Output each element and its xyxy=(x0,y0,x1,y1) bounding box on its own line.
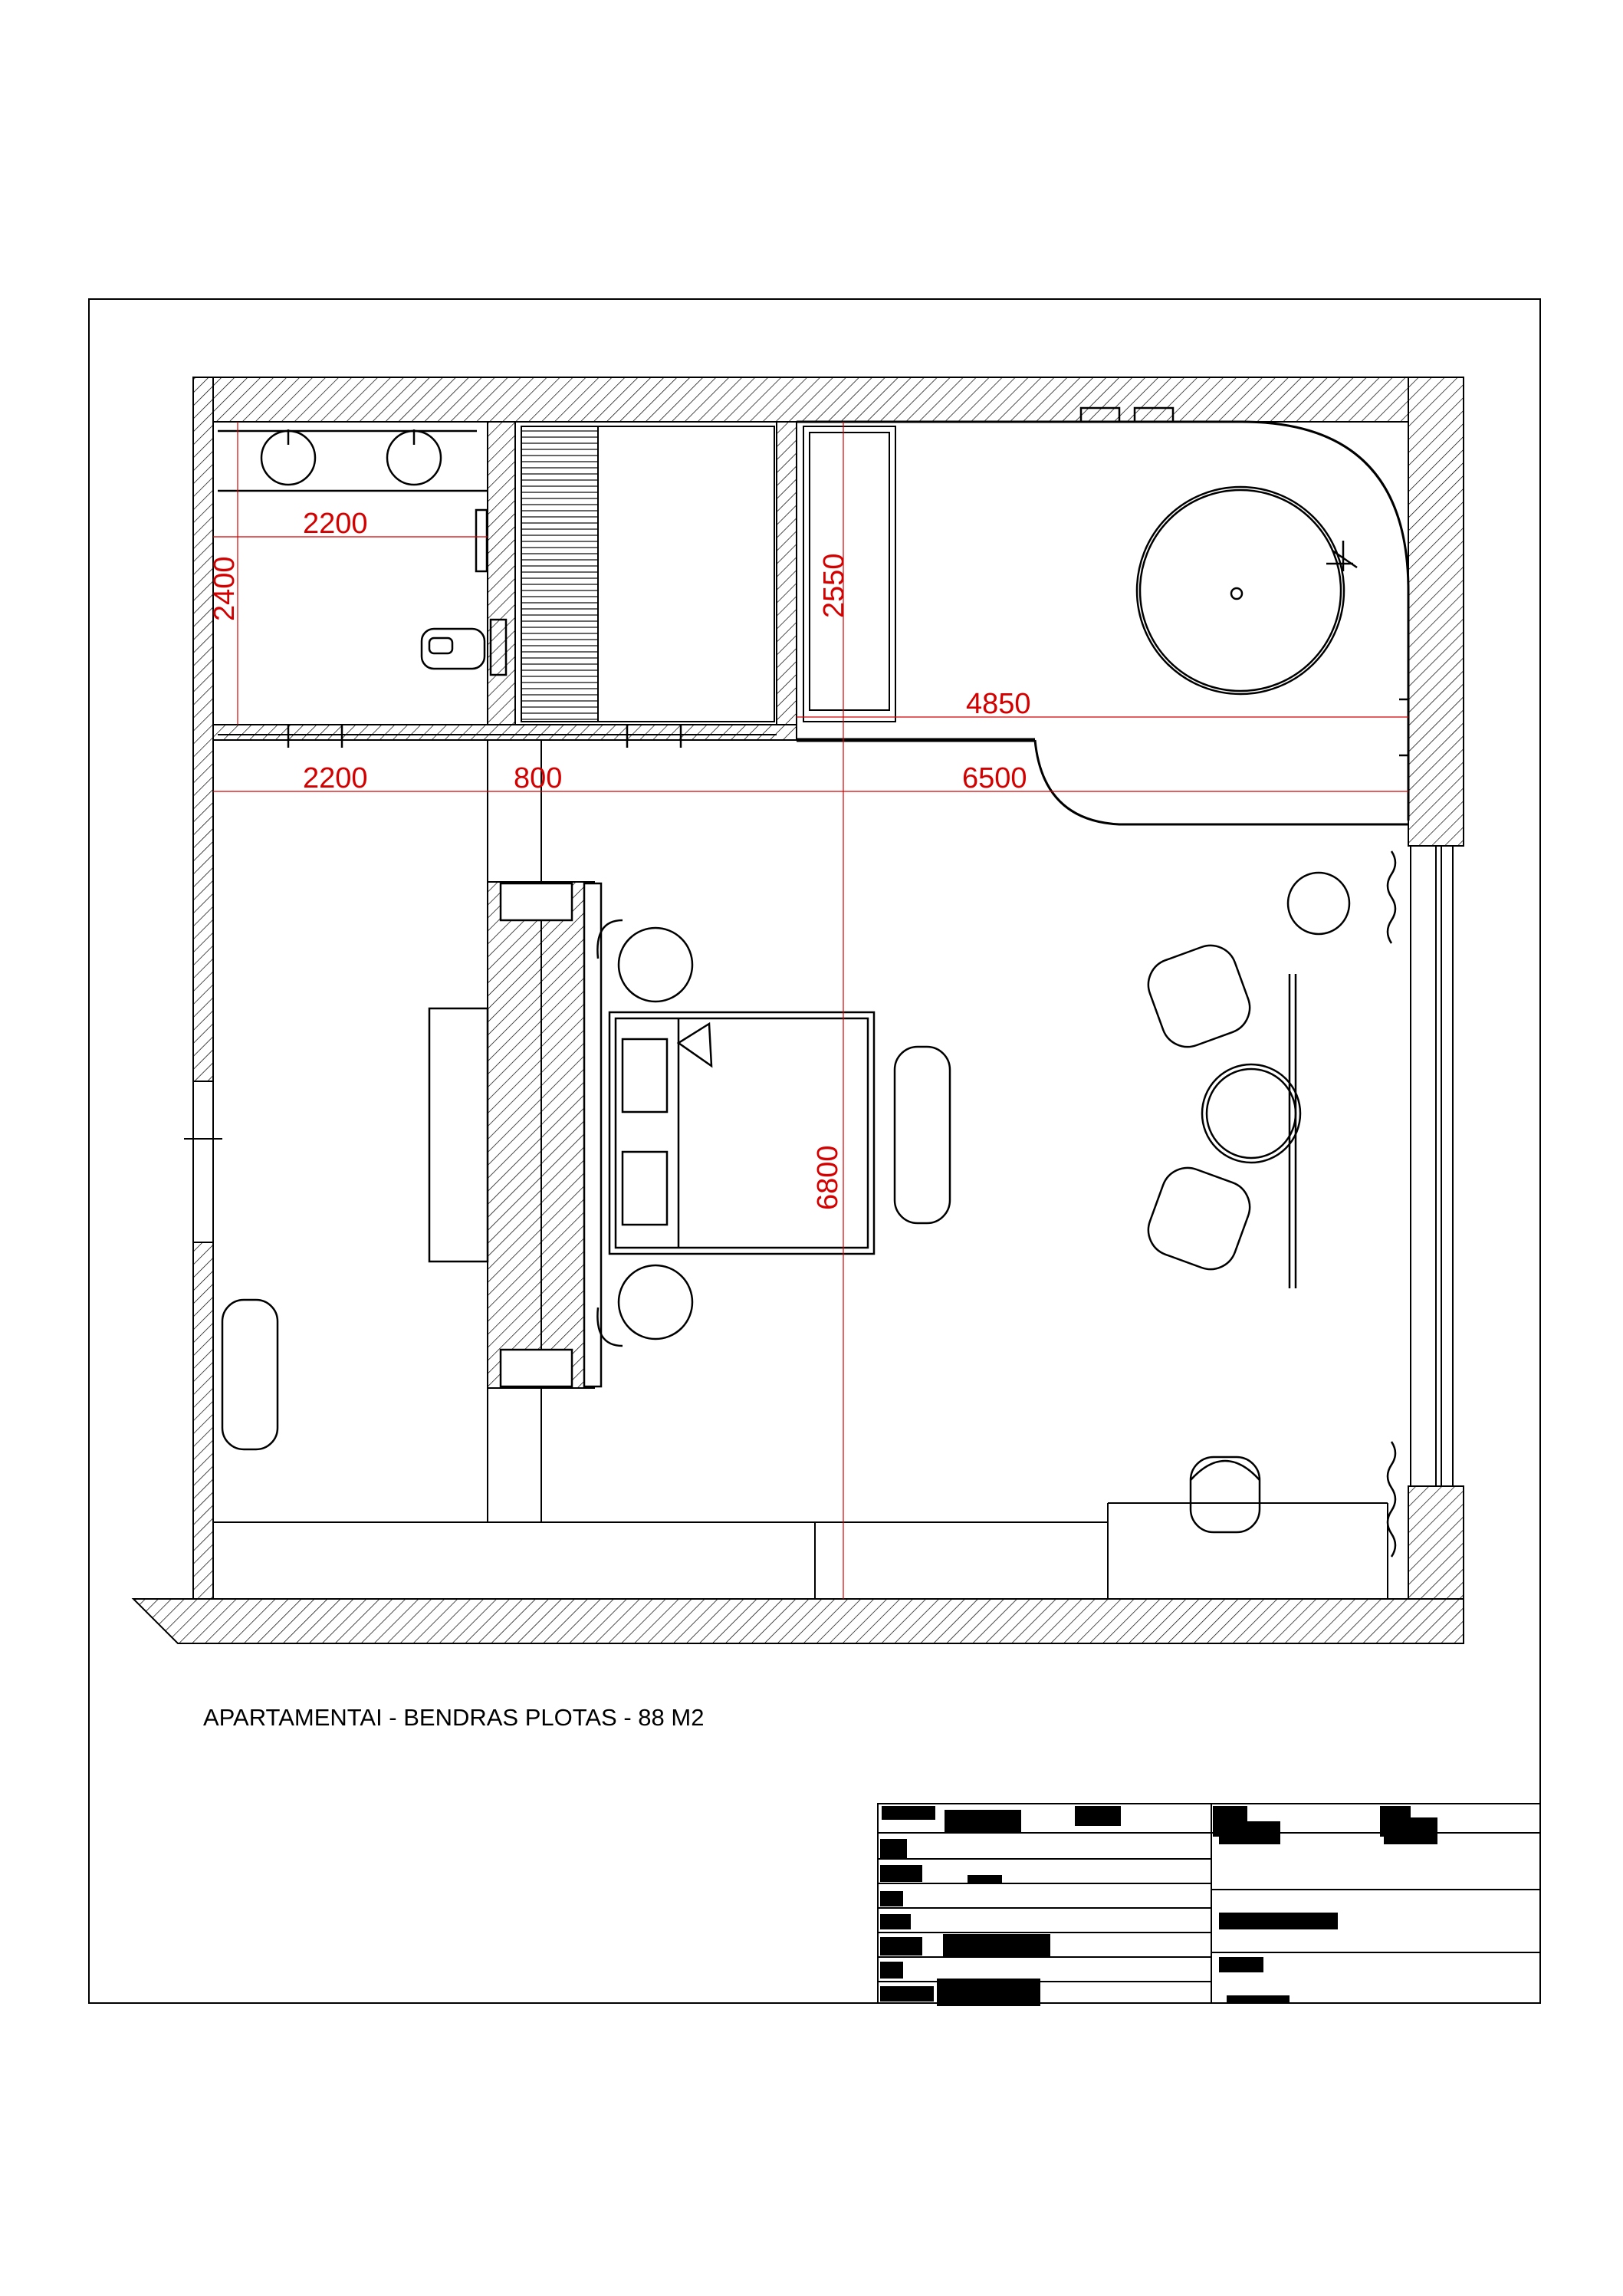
armchair-bottom xyxy=(1141,1160,1257,1276)
title-block-redactions xyxy=(880,1806,1437,2006)
armchair-top xyxy=(1141,938,1257,1054)
round-bathtub xyxy=(1081,408,1408,755)
dim-bath-width: 2200 xyxy=(303,508,368,540)
dimension-lines xyxy=(213,422,1408,1599)
wardrobe-louver xyxy=(521,426,598,722)
desk-chair xyxy=(1191,1457,1260,1532)
bed xyxy=(609,1012,874,1254)
wardrobe-cabinet xyxy=(598,426,774,722)
dim-dressing-height: 2550 xyxy=(818,553,850,618)
bench-left xyxy=(222,1300,278,1449)
bedroom-furniture xyxy=(222,851,1395,1557)
dim-corridor-right: 6500 xyxy=(962,762,1027,794)
dim-corridor-left: 2200 xyxy=(303,762,368,794)
title-block xyxy=(878,1804,1540,2003)
drawing-title: APARTAMENTAI - BENDRAS PLOTAS - 88 M2 xyxy=(203,1704,705,1731)
bench xyxy=(895,1047,950,1223)
pillow-bottom xyxy=(623,1152,667,1225)
towel-rail xyxy=(476,510,487,571)
coffee-table xyxy=(1202,1064,1300,1163)
dim-hall-width: 4850 xyxy=(966,688,1031,720)
pillow-top xyxy=(623,1039,667,1112)
dim-bath-height: 2400 xyxy=(209,556,241,621)
exterior-walls xyxy=(133,377,1464,1643)
dim-room-height: 6800 xyxy=(812,1145,844,1210)
dim-corridor-mid: 800 xyxy=(514,762,563,794)
